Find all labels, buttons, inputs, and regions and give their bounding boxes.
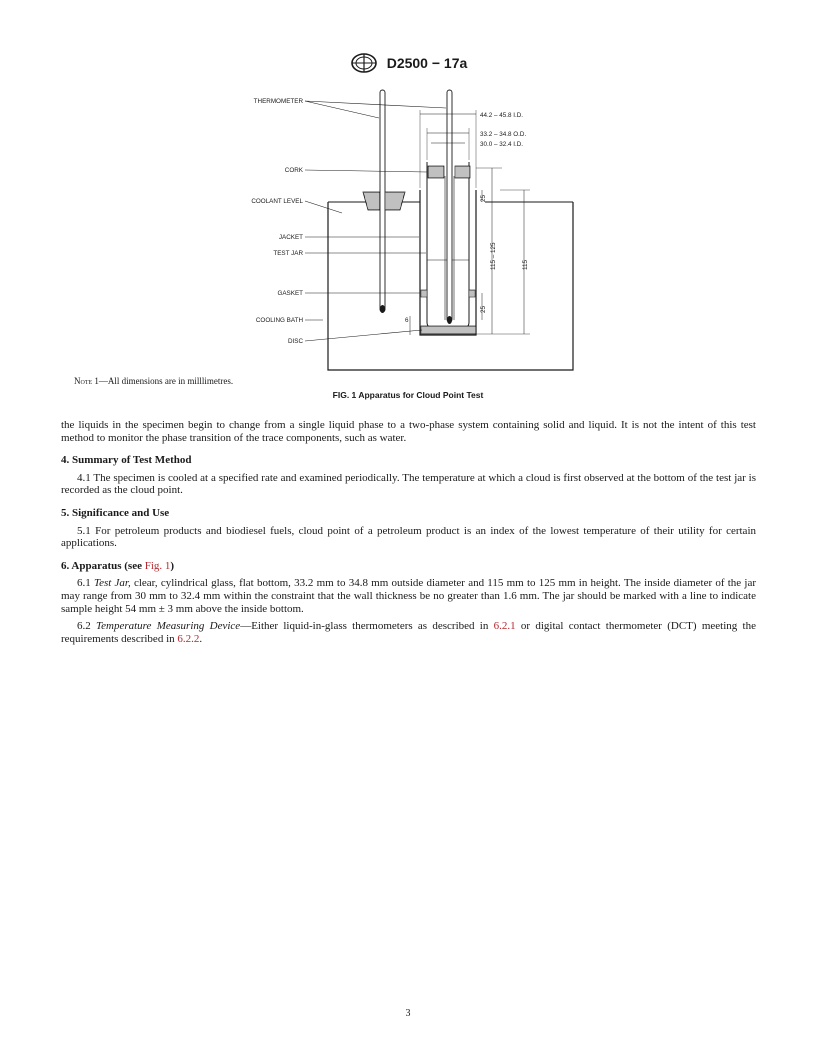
dim-height: 115 (522, 259, 529, 270)
body-text (61, 419, 756, 645)
figure-caption: FIG. 1 Apparatus for Cloud Point Test (332, 390, 484, 400)
para-text: or digital contact thermometer (DCT) meeting the requirements described in (61, 620, 756, 645)
label-test-jar: TEST JAR (273, 250, 303, 257)
label-cork: CORK (284, 167, 303, 174)
heading-text: ) (170, 559, 175, 572)
label-gasket: GASKET (277, 290, 303, 297)
left-thermometer (380, 90, 385, 312)
label-cooling-bath: COOLING BATH (255, 317, 303, 324)
label-disc: DISC (287, 338, 303, 345)
dim-height-range: 115 – 125 (490, 242, 497, 270)
dim-jar-id: 30.0 – 32.4 I.D. (480, 141, 524, 148)
note-text: 1—All dimensions are in milllimetres. (92, 376, 234, 386)
intro-paragraph: the liquids in the specimen begin to change from a single liquid phase to a two-phase system containing solid and liquid. It is not the intent of this test method to monitor the phase transition of the trace components, such as water. (61, 419, 756, 444)
ref-6-2-2-link[interactable]: 6.2.2 (177, 632, 200, 645)
gasket-left (421, 290, 427, 297)
page-header (0, 52, 816, 74)
heading-text: 6. Apparatus (see (61, 559, 145, 572)
center-thermometer (447, 90, 452, 322)
figure-note (74, 376, 233, 386)
section-heading (61, 560, 756, 573)
fig-1-link[interactable]: Fig. 1 (144, 559, 171, 572)
document-id: D2500 − 17a (386, 55, 468, 71)
dim-jar-od: 33.2 – 34.8 O.D. (480, 131, 527, 138)
label-jacket: JACKET (278, 234, 303, 241)
term: Temperature Measuring Device (96, 620, 241, 633)
term: Test Jar, (93, 577, 131, 590)
label-thermometer: THERMOMETER (253, 98, 303, 105)
paragraph-6-1 (61, 577, 756, 615)
gasket-right (469, 290, 475, 297)
jar-cork-left (428, 166, 444, 178)
dim-gasket-height: 25 (480, 305, 487, 313)
section-heading: 4. Summary of Test Method (61, 454, 192, 467)
dim-jacket-id: 44.2 – 45.8 I.D. (480, 112, 524, 119)
para-text: clear, cylindrical glass, flat bottom, 33.2 mm to 34.8 mm outside diameter and 115 mm to 125 mm in height. The inside diameter of the jar may range from 30 mm to 32.4 mm within the constraint that the wall thickness be no greater than 1.6 mm. The jar should be marked with a line to indicate sample height 54 mm ± 3 mm above the inside bottom. (61, 577, 756, 615)
note-label: Note (74, 376, 93, 386)
paragraph-6-2 (61, 620, 756, 645)
astm-logo-icon (349, 52, 379, 74)
ref-6-2-1-link[interactable]: 6.2.1 (493, 620, 516, 633)
para-number: 6.2 (77, 620, 97, 633)
apparatus-figure (230, 80, 590, 380)
apparatus-diagram (230, 80, 590, 380)
section-heading: 5. Significance and Use (61, 506, 170, 519)
dim-top-gap: 25 (480, 194, 487, 202)
paragraph: 5.1 For petroleum products and biodiesel fuels, cloud point of a petroleum product is an index of the lowest temperature of their utility for certain applications. (61, 524, 756, 550)
page-number: 3 (405, 1008, 411, 1019)
para-text: . (199, 632, 203, 645)
label-coolant-level: COOLANT LEVEL (251, 198, 303, 205)
disc (421, 326, 476, 334)
jar-cork-right (455, 166, 470, 178)
para-text: —Either liquid-in-glass thermometers as described in (240, 620, 494, 633)
dim-disc-thickness: 6 (405, 317, 409, 324)
paragraph: 4.1 The specimen is cooled at a specified rate and examined periodically. The temperature at which a cloud is first observed at the bottom of the test jar is recorded as the cloud point. (61, 471, 756, 497)
para-number: 6.1 (77, 577, 94, 590)
